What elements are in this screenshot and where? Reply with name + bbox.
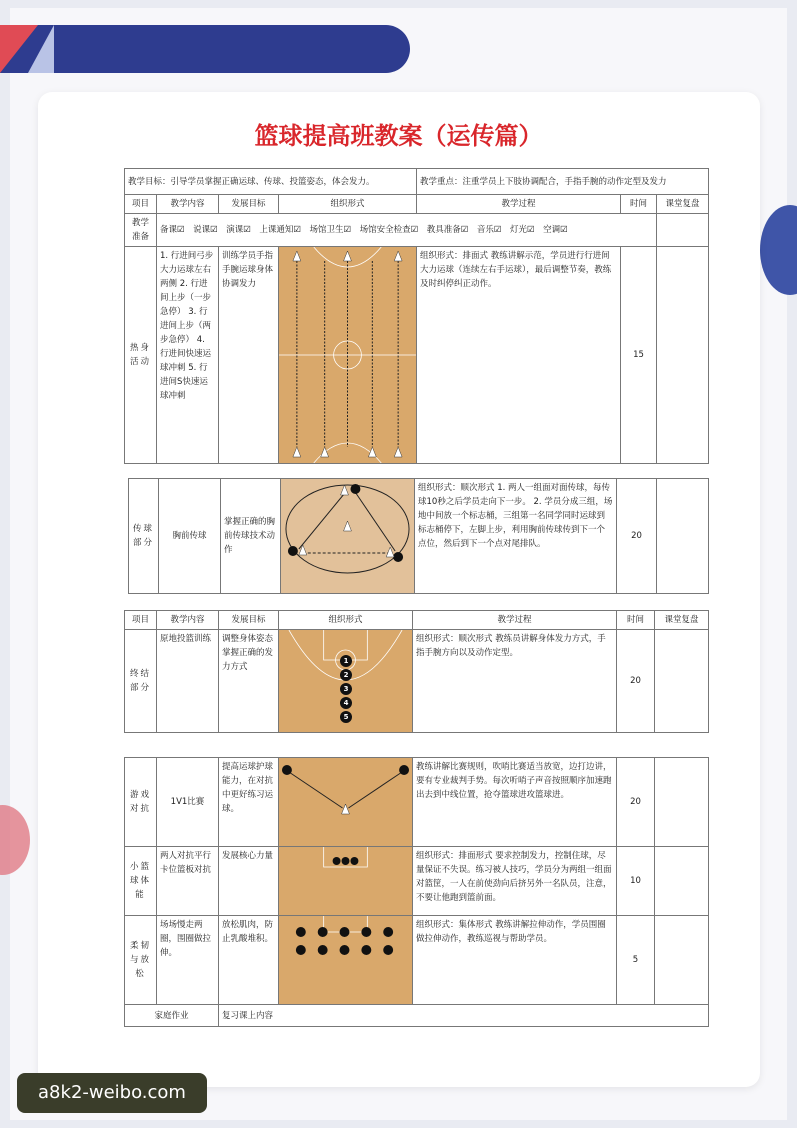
pass-review <box>657 479 709 594</box>
game-review <box>655 758 709 847</box>
warmup-label: 热身活动 <box>125 247 157 464</box>
col-header-review: 课堂复盘 <box>657 195 709 214</box>
player-marker: 5 <box>340 711 352 723</box>
player-marker: 2 <box>340 669 352 681</box>
warmup-diagram <box>279 247 417 464</box>
col-header-content: 教学内容 <box>157 195 219 214</box>
pass-label: 传球部分 <box>129 479 159 594</box>
col-header-time: 时间 <box>621 195 657 214</box>
pass-content: 胸前传球 <box>159 479 221 594</box>
stretch-review <box>655 916 709 1005</box>
stretch-goal: 放松肌肉，防止乳酸堆积。 <box>219 916 279 1005</box>
court-pass-svg <box>281 479 414 593</box>
col-header-content-2: 教学内容 <box>157 611 219 630</box>
teaching-goal: 教学目标：引导学员掌握正确运球、传球、投篮姿态，体会发力。 <box>125 169 417 195</box>
shoot-time: 20 <box>617 630 655 733</box>
game-diagram <box>279 758 413 847</box>
shoot-process: 组织形式：顺次形式 教练员讲解身体发力方式，手指手腕方向以及动作定型。 <box>413 630 617 733</box>
warmup-process: 组织形式：排面式 教练讲解示范，学员进行行进间大力运球（连续左右手运球），最后调整节奏，教练及时纠停纠正动作。 <box>417 247 621 464</box>
col-header-item-2: 项目 <box>125 611 157 630</box>
warmup-time: 15 <box>621 247 657 464</box>
game-goal: 提高运球护球能力，在对抗中更好练习运球。 <box>219 758 279 847</box>
stretch-diagram <box>279 916 413 1005</box>
core-diagram <box>279 847 413 916</box>
shoot-diagram <box>279 630 413 733</box>
stretch-process: 组织形式：集体形式 教练讲解拉伸动作，学员围圈做拉伸动作，教练巡视与帮助学员。 <box>413 916 617 1005</box>
core-content: 两人对抗平行卡位篮板对抗 <box>157 847 219 916</box>
core-goal: 发展核心力量 <box>219 847 279 916</box>
lesson-table-pass <box>128 478 709 594</box>
game-time: 20 <box>617 758 655 847</box>
pass-goal: 掌握正确的胸前传球技术动作 <box>221 479 281 594</box>
prep-review <box>657 214 709 247</box>
col-header-format-2: 组织形式 <box>279 611 413 630</box>
col-header-item: 项目 <box>125 195 157 214</box>
homework-value: 复习课上内容 <box>219 1005 709 1027</box>
warmup-review <box>657 247 709 464</box>
warmup-goal: 训练学员手指手腕运球身体协调发力 <box>219 247 279 464</box>
shoot-label: 终结部分 <box>125 630 157 733</box>
col-header-goal: 发展目标 <box>219 195 279 214</box>
col-header-format: 组织形式 <box>279 195 417 214</box>
lesson-table-final <box>124 757 709 1027</box>
banner-accent-light <box>28 25 54 73</box>
shoot-content: 原地投篮训练 <box>157 630 219 733</box>
header-banner <box>0 25 410 73</box>
core-time: 10 <box>617 847 655 916</box>
game-label: 游戏对抗 <box>125 758 157 847</box>
player-marker: 3 <box>340 683 352 695</box>
pass-diagram <box>281 479 415 594</box>
core-label: 小篮球体能 <box>125 847 157 916</box>
prep-checklist: 备课☑ 说课☑ 演课☑ 上课通知☑ 场馆卫生☑ 场馆安全检查☑ 教具准备☑ 音乐☑ 灯光☑ 空调☑ <box>157 214 657 247</box>
shoot-player-column <box>340 654 352 724</box>
game-process: 教练讲解比赛规则，吹哨比赛适当放宽，边打边讲，要有专业裁判手势。每次听哨子声音按照顺序加速跑出去到中线位置，抢夺篮球进攻篮球进。 <box>413 758 617 847</box>
stretch-content: 场场慢走两圈，围圈做拉伸。 <box>157 916 219 1005</box>
court-dribble-svg <box>279 247 416 463</box>
col-header-process-2: 教学过程 <box>413 611 617 630</box>
col-header-goal-2: 发展目标 <box>219 611 279 630</box>
pass-process: 组织形式：顺次形式 1. 两人一组面对面传球，每传球10秒之后学员走向下一步。 2. 学员分成三组，场地中间放一个标志桶，三组第一名同学同时运球到标志桶停下，左脚上步，利用胸前传球传到下一个点位，然后到下一个点对尾排队。 <box>415 479 617 594</box>
warmup-content: 1. 行进间弓步大力运球左右两侧 2. 行进间上步（一步急停） 3. 行进间上步（两步急停） 4. 行进间快速运球冲刺 5. 行进间S快速运球冲刺 <box>157 247 219 464</box>
stretch-time: 5 <box>617 916 655 1005</box>
core-process: 组织形式：排面形式 要求控制发力，控制住球，尽量保证不失误。练习被人技巧，学员分为两组一组面对篮筐，一人在前使劲向后挤另外一名队员，注意，不要让他跑到篮前面。 <box>413 847 617 916</box>
shoot-review <box>655 630 709 733</box>
col-header-process: 教学过程 <box>417 195 621 214</box>
prep-label: 教学准备 <box>125 214 157 247</box>
pass-time: 20 <box>617 479 657 594</box>
game-content: 1V1比赛 <box>157 758 219 847</box>
lesson-table-shoot <box>124 610 709 733</box>
page-title: 篮球提高班教案（运传篇） <box>254 122 543 150</box>
col-header-review-2: 课堂复盘 <box>655 611 709 630</box>
homework-label: 家庭作业 <box>125 1005 219 1027</box>
teaching-focus: 教学重点：注重学员上下肢协调配合，手指手腕的动作定型及发力 <box>417 169 709 195</box>
col-header-time-2: 时间 <box>617 611 655 630</box>
stretch-label: 柔韧与放松 <box>125 916 157 1005</box>
core-review <box>655 847 709 916</box>
lesson-table-main <box>124 168 709 464</box>
player-marker: 1 <box>340 655 352 667</box>
shoot-goal: 调整身体姿态掌握正确的发力方式 <box>219 630 279 733</box>
player-marker: 4 <box>340 697 352 709</box>
watermark: a8k2-weibo.com <box>17 1073 207 1113</box>
